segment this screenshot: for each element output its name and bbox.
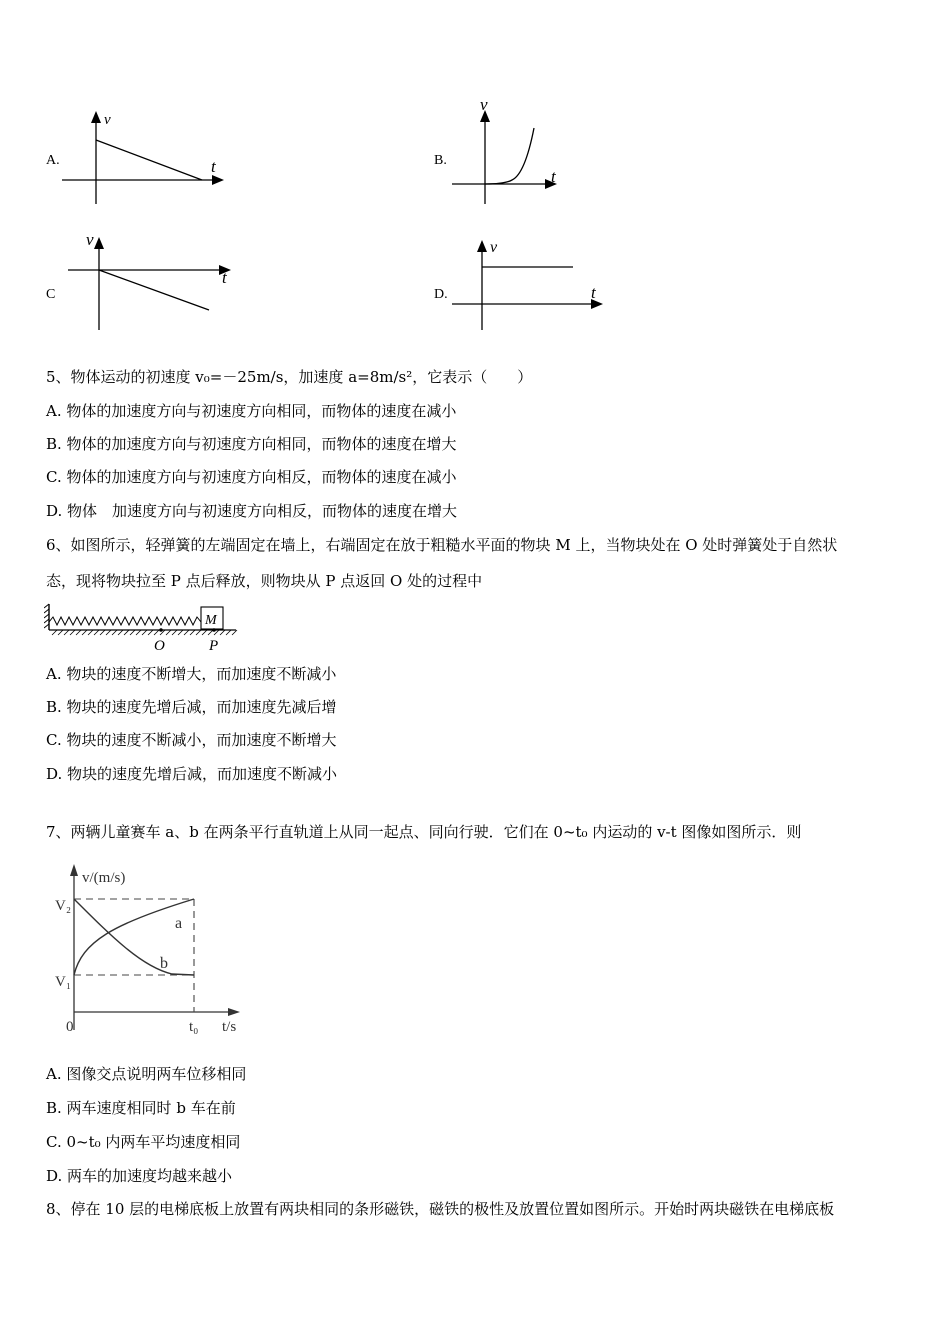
v2-tick-label: V₂ — [55, 898, 72, 914]
option-a-label: A. — [46, 153, 60, 168]
q5-stem: 5、物体运动的初速度 v₀=－25m/s，加速度 a=8m/s²，它表示（ ） — [46, 368, 533, 386]
q7-option-c: C. 0~t₀ 内两车平均速度相同 — [46, 1133, 241, 1151]
q7-vt-graph — [52, 862, 262, 1042]
curve-a-label: a — [175, 915, 183, 932]
t0-tick-label: t₀ — [189, 1019, 199, 1035]
q6-option-d: D. 物块的速度先增后减，而加速度不断减小 — [46, 765, 338, 783]
q6-option-a: A. 物块的速度不断增大，而加速度不断减小 — [46, 665, 337, 683]
axis-t-label: t — [211, 157, 216, 176]
graph-option-b — [450, 96, 570, 208]
point-o-label: O — [154, 638, 165, 654]
origin-label: 0 — [66, 1019, 74, 1035]
point-p-label: P — [209, 638, 219, 654]
q8-stem: 8、停在 10 层的电梯底板上放置有两块相同的条形磁铁，磁铁的极性及放置位置如图所示。开始时两块磁铁在电梯底板 — [46, 1200, 835, 1218]
q5-option-a: A. 物体的加速度方向与初速度方向相同，而物体的速度在减小 — [46, 402, 457, 420]
q7-option-d: D. 两车的加速度均越来越小 — [46, 1167, 233, 1185]
axis-t-label: t — [222, 268, 227, 287]
axis-v-label: v — [480, 96, 488, 114]
q6-option-b: B. 物块的速度先增后减，而加速度先减后增 — [46, 698, 337, 716]
q7-option-a: A. 图像交点说明两车位移相同 — [46, 1065, 247, 1083]
axis-t-label: t — [591, 283, 596, 302]
q5-option-c: C. 物体的加速度方向与初速度方向相反，而物体的速度在减小 — [46, 468, 457, 486]
q5-option-b: B. 物体的加速度方向与初速度方向相同，而物体的速度在增大 — [46, 435, 457, 453]
axis-t-label: t — [551, 167, 556, 186]
axis-v-label: v — [86, 230, 94, 249]
graph-option-d — [448, 234, 608, 332]
q6-stem-line2: 态，现将物块拉至 P 点后释放，则物块从 P 点返回 O 处的过程中 — [46, 572, 483, 590]
axis-v-label: v — [104, 112, 111, 128]
option-c-label: C — [46, 287, 56, 302]
q6-spring-figure — [44, 602, 244, 656]
option-d-label: D. — [434, 287, 448, 302]
x-axis-label: t/s — [222, 1019, 237, 1035]
graph-option-c — [64, 228, 244, 332]
q5-option-d: D. 物体 加速度方向与初速度方向相反，而物体的速度在增大 — [46, 502, 458, 520]
option-b-label: B. — [434, 153, 447, 168]
q7-option-b: B. 两车速度相同时 b 车在前 — [46, 1099, 236, 1117]
curve-b-label: b — [160, 955, 168, 972]
axis-v-label: v — [490, 239, 498, 256]
y-axis-label: v/(m/s) — [82, 870, 126, 886]
q7-stem: 7、两辆儿童赛车 a、b 在两条平行直轨道上从同一起点、同向行驶．它们在 0~t₀ 内运动的 v-t 图像如图所示．则 — [46, 823, 802, 841]
v1-tick-label: V₁ — [55, 974, 72, 990]
block-m-label: M — [205, 613, 217, 628]
q6-option-c: C. 物块的速度不断减小，而加速度不断增大 — [46, 731, 337, 749]
q6-stem-line1: 6、如图所示，轻弹簧的左端固定在墙上，右端固定在放于粗糙水平面的物块 M 上，当物块处在 O 处时弹簧处于自然状 — [46, 536, 838, 554]
graph-option-a — [60, 108, 230, 208]
